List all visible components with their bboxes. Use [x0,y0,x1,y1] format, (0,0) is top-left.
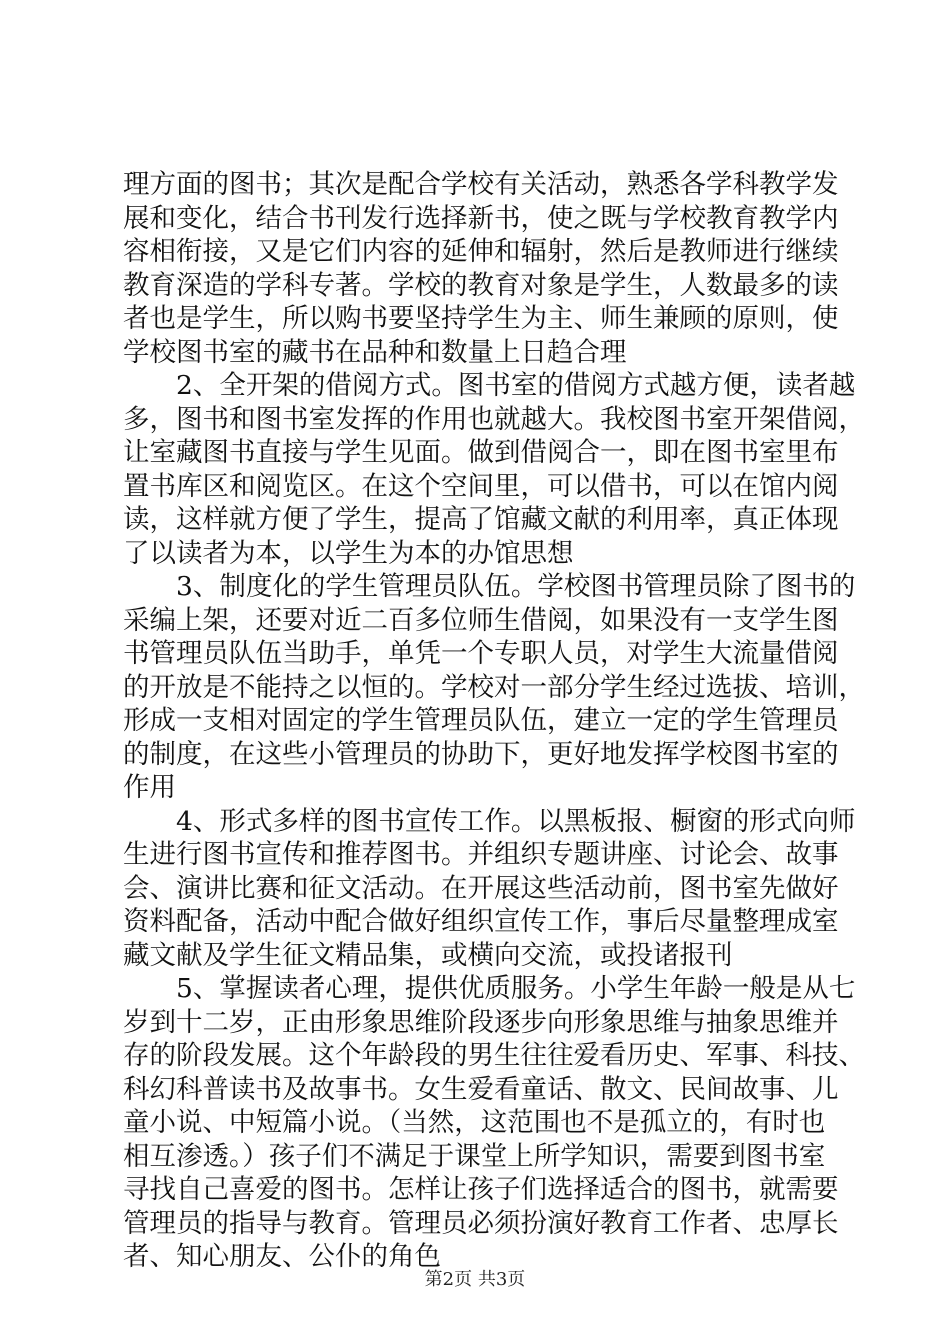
text-line: 相互渗透。）孩子们不满足于课堂上所学知识，需要到图书室 [123,1140,826,1172]
text-line: 作用 [123,772,176,803]
text-line: 会、演讲比赛和征文活动。在开展这些活动前，图书室先做好 [123,872,839,904]
text-line: 科幻科普读书及故事书。女生爱看童话、散文、民间故事、儿 [123,1073,839,1105]
document-body [123,168,865,1274]
page-footer [0,1268,950,1292]
text-line: 展和变化，结合书刊发行选择新书，使之既与学校教育教学内 [123,202,839,234]
text-line: 者也是学生，所以购书要坚持学生为主、师生兼顾的原则，使 [123,303,839,334]
text-line: 者、知心朋友、公仆的角色 [123,1241,441,1272]
text-line: 的开放是不能持之以恒的。学校对一部分学生经过选拔、培训， [123,671,865,703]
text-line: 生进行图书宣传和推荐图书。并组织专题讲座、讨论会、故事 [123,839,839,870]
paragraph-2 [123,369,865,570]
text-line: 置书库区和阅览区。在这个空间里，可以借书，可以在馆内阅 [123,470,839,502]
text-line: 管理员的指导与教育。管理员必须扮演好教育工作者、忠厚长 [123,1207,839,1239]
text-line: 岁到十二岁，正由形象思维阶段逐步向形象思维与抽象思维并 [123,1006,839,1038]
text-line: 让室藏图书直接与学生见面。做到借阅合一，即在图书室里布 [123,437,839,468]
text-line: 2、全开架的借阅方式。图书室的借阅方式越方便，读者越 [123,370,856,401]
paragraph-1 [123,168,839,369]
text-line: 寻找自己喜爱的图书。怎样让孩子们选择适合的图书，就需要 [123,1174,839,1205]
paragraph-4 [123,805,856,973]
text-line: 的制度，在这些小管理员的协助下，更好地发挥学校图书室的 [123,738,839,770]
text-line: 资料配备，活动中配合做好组织宣传工作，事后尽量整理成室 [123,906,839,937]
text-line: 采编上架，还要对近二百多位师生借阅，如果没有一支学生图 [123,604,839,636]
text-line: 3、制度化的学生管理员队伍。学校图书管理员除了图书的 [123,571,856,602]
page-number-label: 第2页 共3页 [424,1269,526,1290]
text-line: 多，图书和图书室发挥的作用也就越大。我校图书室开架借阅， [123,403,865,435]
paragraph-3 [123,570,865,805]
text-line: 形成一支相对固定的学生管理员队伍，建立一定的学生管理员 [123,705,839,736]
text-line: 了以读者为本，以学生为本的办馆思想 [123,537,574,569]
text-line: 书管理员队伍当助手，单凭一个专职人员，对学生大流量借阅 [123,638,839,669]
text-line: 存的阶段发展。这个年龄段的男生往往爱看历史、军事、科技、 [123,1040,865,1071]
text-line: 童小说、中短篇小说。（当然，这范围也不是孤立的，有时也 [123,1107,826,1138]
paragraph-5 [123,972,865,1274]
text-line: 藏文献及学生征文精品集，或横向交流，或投诸报刊 [123,939,733,971]
text-line: 学校图书室的藏书在品种和数量上日趋合理 [123,336,627,368]
text-line: 容相衔接，又是它们内容的延伸和辐射，然后是教师进行继续 [123,236,839,267]
text-line: 4、形式多样的图书宣传工作。以黑板报、橱窗的形式向师 [123,805,856,837]
text-line: 读，这样就方便了学生，提高了馆藏文献的利用率，真正体现 [123,504,839,535]
text-line: 5、掌握读者心理，提供优质服务。小学生年龄一般是从七 [123,973,856,1004]
text-line: 理方面的图书；其次是配合学校有关活动，熟悉各学科教学发 [123,169,839,200]
text-line: 教育深造的学科专著。学校的教育对象是学生，人数最多的读 [123,269,839,301]
